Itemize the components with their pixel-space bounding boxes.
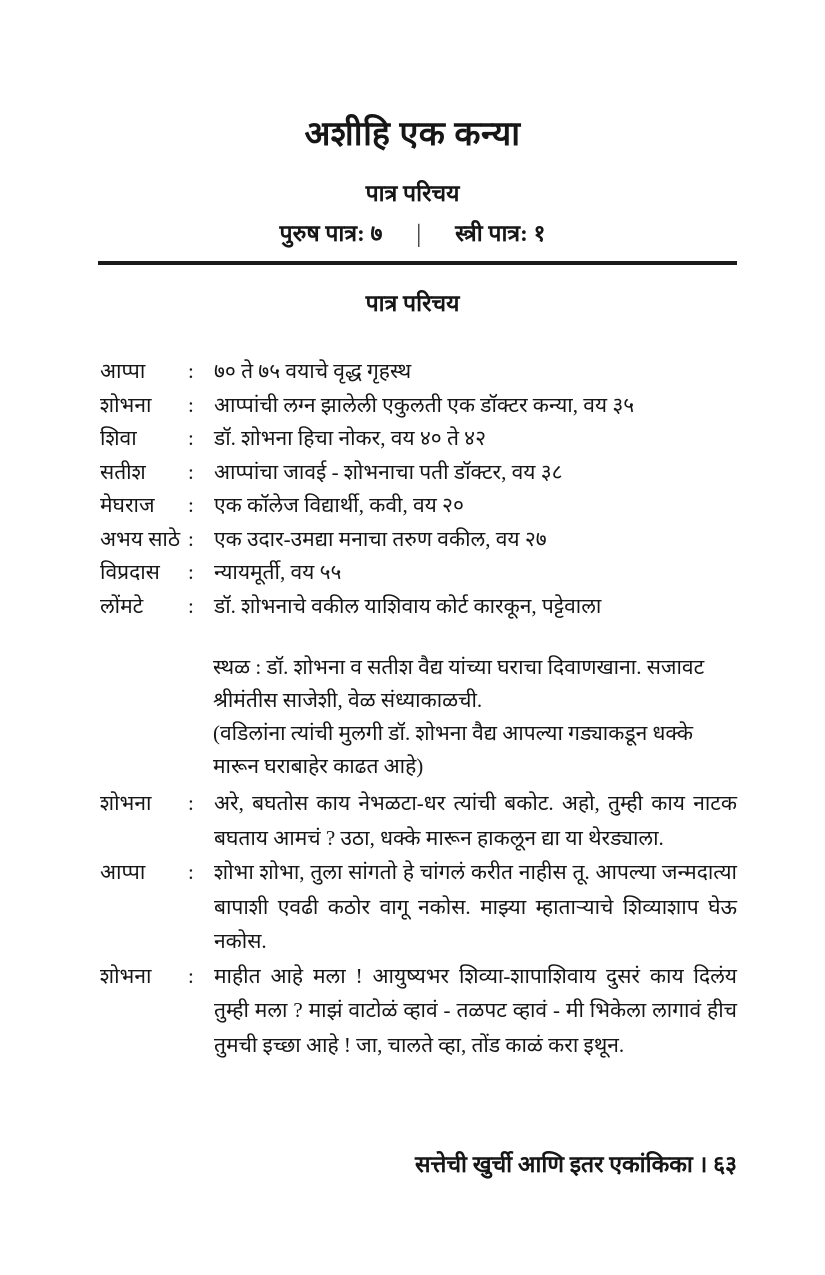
character-row [100, 355, 737, 389]
character-desc: एक कॉलेज विद्यार्थी, कवी, वय २० [214, 493, 464, 517]
colon: : [188, 359, 194, 383]
dialogue-text: शोभा शोभा, तुला सांगतो हे चांगलं करीत नाहीस तू. आपल्या जन्मदात्या बापाशी एवढी कठोर वागू नकोस. माझ्या म्हाताऱ्याचे शिव्याशाप घेऊ नकोस. [214, 860, 737, 953]
character-name: शिवा [100, 426, 137, 450]
colon: : [188, 426, 194, 450]
character-name: सतीश [100, 459, 146, 484]
character-desc: ७० ते ७५ वयाचे वृद्ध गृहस्थ [214, 359, 412, 383]
character-desc: आप्पांचा जावई - शोभनाचा पती डॉक्टर, वय ३८ [214, 459, 563, 484]
footer-book-title-page-number: सत्तेची खुर्ची आणि इतर एकांकिका । ६३ [415, 1152, 737, 1177]
character-row [100, 422, 737, 456]
colon: : [188, 963, 194, 988]
page-body [0, 355, 825, 1062]
page-title: अशीहि एक कन्या [304, 116, 521, 153]
character-list [100, 355, 737, 623]
colon: : [188, 459, 194, 484]
character-name: आप्पा [100, 359, 146, 383]
page-head [0, 0, 825, 248]
character-name: अभय साठे [100, 526, 181, 551]
stage-directions [213, 651, 737, 783]
colon: : [188, 392, 194, 417]
cast-count-separator: | [416, 219, 422, 248]
character-desc: डॉ. शोभना हिचा नोकर, वय ४० ते ४२ [214, 426, 487, 450]
dialogue-entry [100, 855, 737, 959]
character-row [100, 556, 737, 590]
character-row [100, 489, 737, 523]
speaker-name: शोभना [100, 963, 152, 988]
dialogue-text: अरे, बघतोस काय नेभळटा-धर त्यांची बकोट. अहो, तुम्ही काय नाटक बघताय आमचं ? उठा, धक्के मारून हाकलून द्या या थेरड्याला. [214, 791, 737, 850]
colon: : [188, 593, 194, 618]
colon: : [188, 493, 194, 517]
character-desc: एक उदार-उमद्या मनाचा तरुण वकील, वय २७ [214, 526, 547, 551]
character-name: मेघराज [100, 493, 155, 517]
character-row [100, 456, 737, 490]
dialogue-list [100, 786, 737, 1062]
colon: : [188, 560, 194, 584]
character-name: शोभना [100, 392, 152, 417]
speaker-name: शोभना [100, 791, 152, 815]
character-row [100, 389, 737, 423]
dialogue-entry [100, 786, 737, 855]
stage-action: (वडिलांना त्यांची मुलगी डॉ. शोभना वैद्य आपल्या गड्याकडून धक्के मारून घराबाहेर काढत आहे) [213, 721, 693, 778]
character-row [100, 590, 737, 624]
stage-setting: स्थळ : डॉ. शोभना व सतीश वैद्य यांच्या घराचा दिवाणखाना. सजावट श्रीमंतीस साजेशी, वेळ संध्याकाळची. [213, 655, 705, 712]
character-name: लोंमटे [100, 593, 144, 618]
colon: : [188, 526, 194, 551]
character-name: विप्रदास [100, 560, 160, 584]
character-desc: डॉ. शोभनाचे वकील याशिवाय कोर्ट कारकून, पट्टेवाला [214, 593, 602, 618]
character-desc: न्यायमूर्ती, वय ५५ [214, 560, 342, 584]
male-cast-count: पुरुष पात्र: ७ [279, 221, 383, 246]
dialogue-text: माहीत आहे मला ! आयुष्यभर शिव्या-शापाशिवाय दुसरं काय दिलंय तुम्ही मला ? माझं वाटोळं व्हावं - तळपट व्हावं - मी भिकेला लागावं हीच तुमची इच्छा आहे ! जा, चालते व्हा, तोंड काळं करा इथून. [214, 963, 737, 1057]
character-row [100, 523, 737, 557]
colon: : [188, 860, 194, 884]
section-heading: पात्र परिचय [365, 291, 460, 316]
colon: : [188, 791, 194, 815]
dialogue-entry [100, 959, 737, 1063]
female-cast-count: स्त्री पात्र: १ [455, 221, 546, 246]
cast-counts [0, 220, 825, 248]
divider-rule [98, 261, 737, 265]
cast-intro-label: पात्र परिचय [365, 181, 460, 206]
speaker-name: आप्पा [100, 860, 146, 884]
character-desc: आप्पांची लग्न झालेली एकुलती एक डॉक्टर कन्या, वय ३५ [214, 392, 635, 417]
